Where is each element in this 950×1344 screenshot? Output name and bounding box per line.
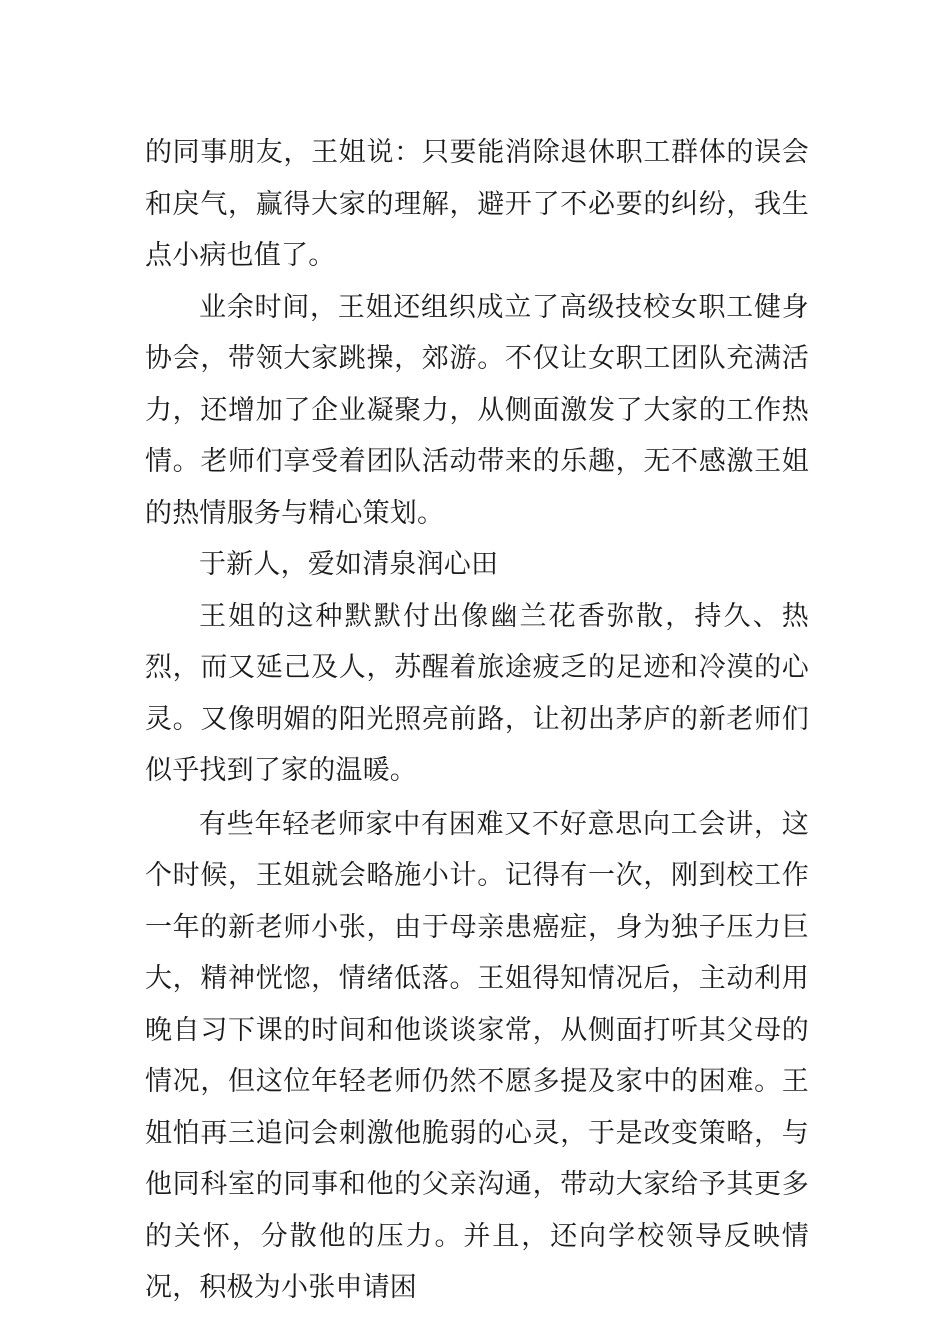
- paragraph: 王姐的这种默默付出像幽兰花香弥散，持久、热烈，而又延己及人，苏醒着旅途疲乏的足迹和冷漠的心灵。又像明媚的阳光照亮前路，让初出茅庐的新老师们似乎找到了家的温暖。: [145, 600, 809, 786]
- paragraph: 的同事朋友，王姐说：只要能消除退休职工群体的误会和戾气，赢得大家的理解，避开了不必要的纠纷，我生点小病也值了。: [145, 137, 809, 271]
- section-heading: 于新人，爱如清泉润心田: [199, 549, 499, 580]
- paragraph: 有些年轻老师家中有困难又不好意思向工会讲，这个时候，王姐就会略施小计。记得有一次，刚到校工作一年的新老师小张，由于母亲患癌症，身为独子压力巨大，精神恍惚，情绪低落。王姐得知情况后，主动利用晚自习下课的时间和他谈谈家常，从侧面打听其父母的情况，但这位年轻老师仍然不愿多提及家中的困难。王姐怕再三追问会刺激他脆弱的心灵，于是改变策略，与他同科室的同事和他的父亲沟通，带动大家给予其更多的关怀，分散他的压力。并且，还向学校领导反映情况，积极为小张申请困: [145, 808, 809, 1303]
- paragraph: 业余时间，王姐还组织成立了高级技校女职工健身协会，带领大家跳操，郊游。不仅让女职工团队充满活力，还增加了企业凝聚力，从侧面激发了大家的工作热情。老师们享受着团队活动带来的乐趣，无不感激王姐的热情服务与精心策划。: [145, 291, 809, 529]
- document-body: [145, 127, 809, 1314]
